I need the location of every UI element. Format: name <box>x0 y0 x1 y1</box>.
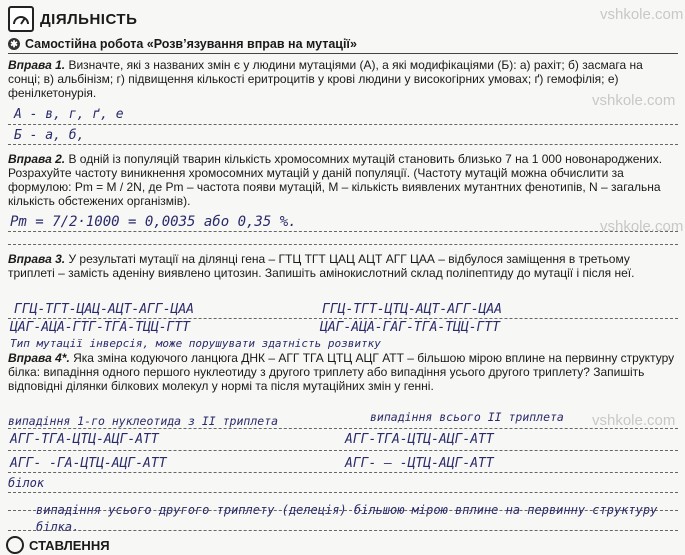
task-2 <box>8 152 678 208</box>
answer-line: АГГ- -ГА-ЦТЦ-АЦГ-АТТ <box>10 456 167 471</box>
watermark: vshkole.com <box>592 412 676 429</box>
task-label: Вправа 3. <box>8 252 66 266</box>
answer-line: випадіння всього II триплета <box>370 410 564 424</box>
divider <box>8 53 678 54</box>
answer-line: ГГЦ-ТГТ-ЦТЦ-АЦТ-АГГ-ЦАА <box>322 302 503 317</box>
answer-line: Б - а, б, <box>14 128 85 143</box>
task-text: В одній із популяцій тварин кількість хромосомних мутацій становить близько 7 на 1 000 новонароджених. Розрахуйте частоту виникнення хромосомних мутацій у даній популяції. (Частоту мутацій можна обчислити за формулою: Pm = M / 2N, де Pm – частота появи мутацій, M – кількість виявлених мутантних фенотипів, N – загальна кількість обстежених організмів). <box>8 152 663 208</box>
circle-icon <box>6 536 24 554</box>
answer-line: ЦАГ-АЦА-ГАГ-ТГА-ТЦЦ-ГТТ <box>320 320 501 335</box>
section-header <box>8 37 357 51</box>
divider <box>8 318 678 319</box>
divider <box>8 124 678 125</box>
answer-line: білок <box>8 476 45 490</box>
task-3 <box>8 252 678 280</box>
task-text: Яка зміна кодуючого ланцюга ДНК – АГГ ТГА ЦТЦ АЦГ АТТ – більшою мірою вплине на первинну структуру білка: випадіння одного першого нуклеотиду з другого триплету або випадіння усього другого триплету? Запишіть відповідні ділянки білкових молекул у нормі та після мутаційних змін у генні. <box>8 351 675 393</box>
divider <box>8 472 678 473</box>
task-1 <box>8 58 678 100</box>
task-label: Вправа 2. <box>8 152 66 166</box>
watermark: vshkole.com <box>600 6 684 23</box>
speedometer-icon <box>8 6 34 32</box>
answer-line: Тип мутації інверсія, може порушувати здатність розвитку <box>10 337 381 350</box>
divider <box>8 450 678 451</box>
task-text: У результаті мутації на ділянці гена – ГТЦ ТГТ ЦАЦ АЦТ АГГ ЦАА – відбулося заміщення в третьому триплеті – замість аденіну виявлено цитозин. Запишіть амінокислотний склад поліпептиду до мутації і після неї. <box>8 252 635 280</box>
gear-icon: ✱ <box>8 38 20 50</box>
task-4 <box>8 351 678 393</box>
answer-line: АГГ- — -ЦТЦ-АЦГ-АТТ <box>345 456 494 471</box>
divider <box>8 231 678 232</box>
answer-line: А - в, г, ґ, е <box>14 107 124 122</box>
divider <box>8 428 678 429</box>
divider <box>8 492 678 493</box>
answer-line: АГГ-ТГА-ЦТЦ-АЦГ-АТТ <box>10 432 159 447</box>
answer-line: ГГЦ-ТГТ-ЦАЦ-АЦТ-АГГ-ЦАА <box>14 302 195 317</box>
watermark: vshkole.com <box>600 218 684 235</box>
page-title: ДІЯЛЬНІСТЬ <box>40 10 138 28</box>
task-text: Визначте, які з названих змін є у людини мутаціями (А), а які модифікаціями (Б): а) рахіт; б) засмага на сонці; в) альбінізм; г) підвищення кількості еритроцитів у крові людини у високогірних умовах; ґ) гемофілія; е) фенілкетонурія. <box>8 58 643 100</box>
footer-section <box>6 536 110 554</box>
task-label: Вправа 4*. <box>8 351 70 365</box>
divider <box>8 244 678 245</box>
page-header <box>8 6 137 32</box>
watermark: vshkole.com <box>592 92 676 109</box>
answer-line: випадіння 1-го нуклеотида з II триплета <box>8 414 279 428</box>
answer-line: Pm = 7/2·1000 = 0,0035 або 0,35 %. <box>10 214 297 230</box>
section-title: Самостійна робота «Розв’язування вправ на мутації» <box>25 37 357 51</box>
answer-line: АГГ-ТГА-ЦТЦ-АЦГ-АТТ <box>345 432 494 447</box>
divider <box>8 144 678 145</box>
answer-line: випадіння усього другого триплету (делеція) більшою мірою вплине на первинну структуру білка. <box>36 503 658 534</box>
task-label: Вправа 1. <box>8 58 66 72</box>
footer-title: СТАВЛЕННЯ <box>29 537 110 553</box>
divider <box>8 530 678 531</box>
answer-line: ЦАГ-АЦА-ГТГ-ТГА-ТЦЦ-ГТТ <box>10 320 191 335</box>
